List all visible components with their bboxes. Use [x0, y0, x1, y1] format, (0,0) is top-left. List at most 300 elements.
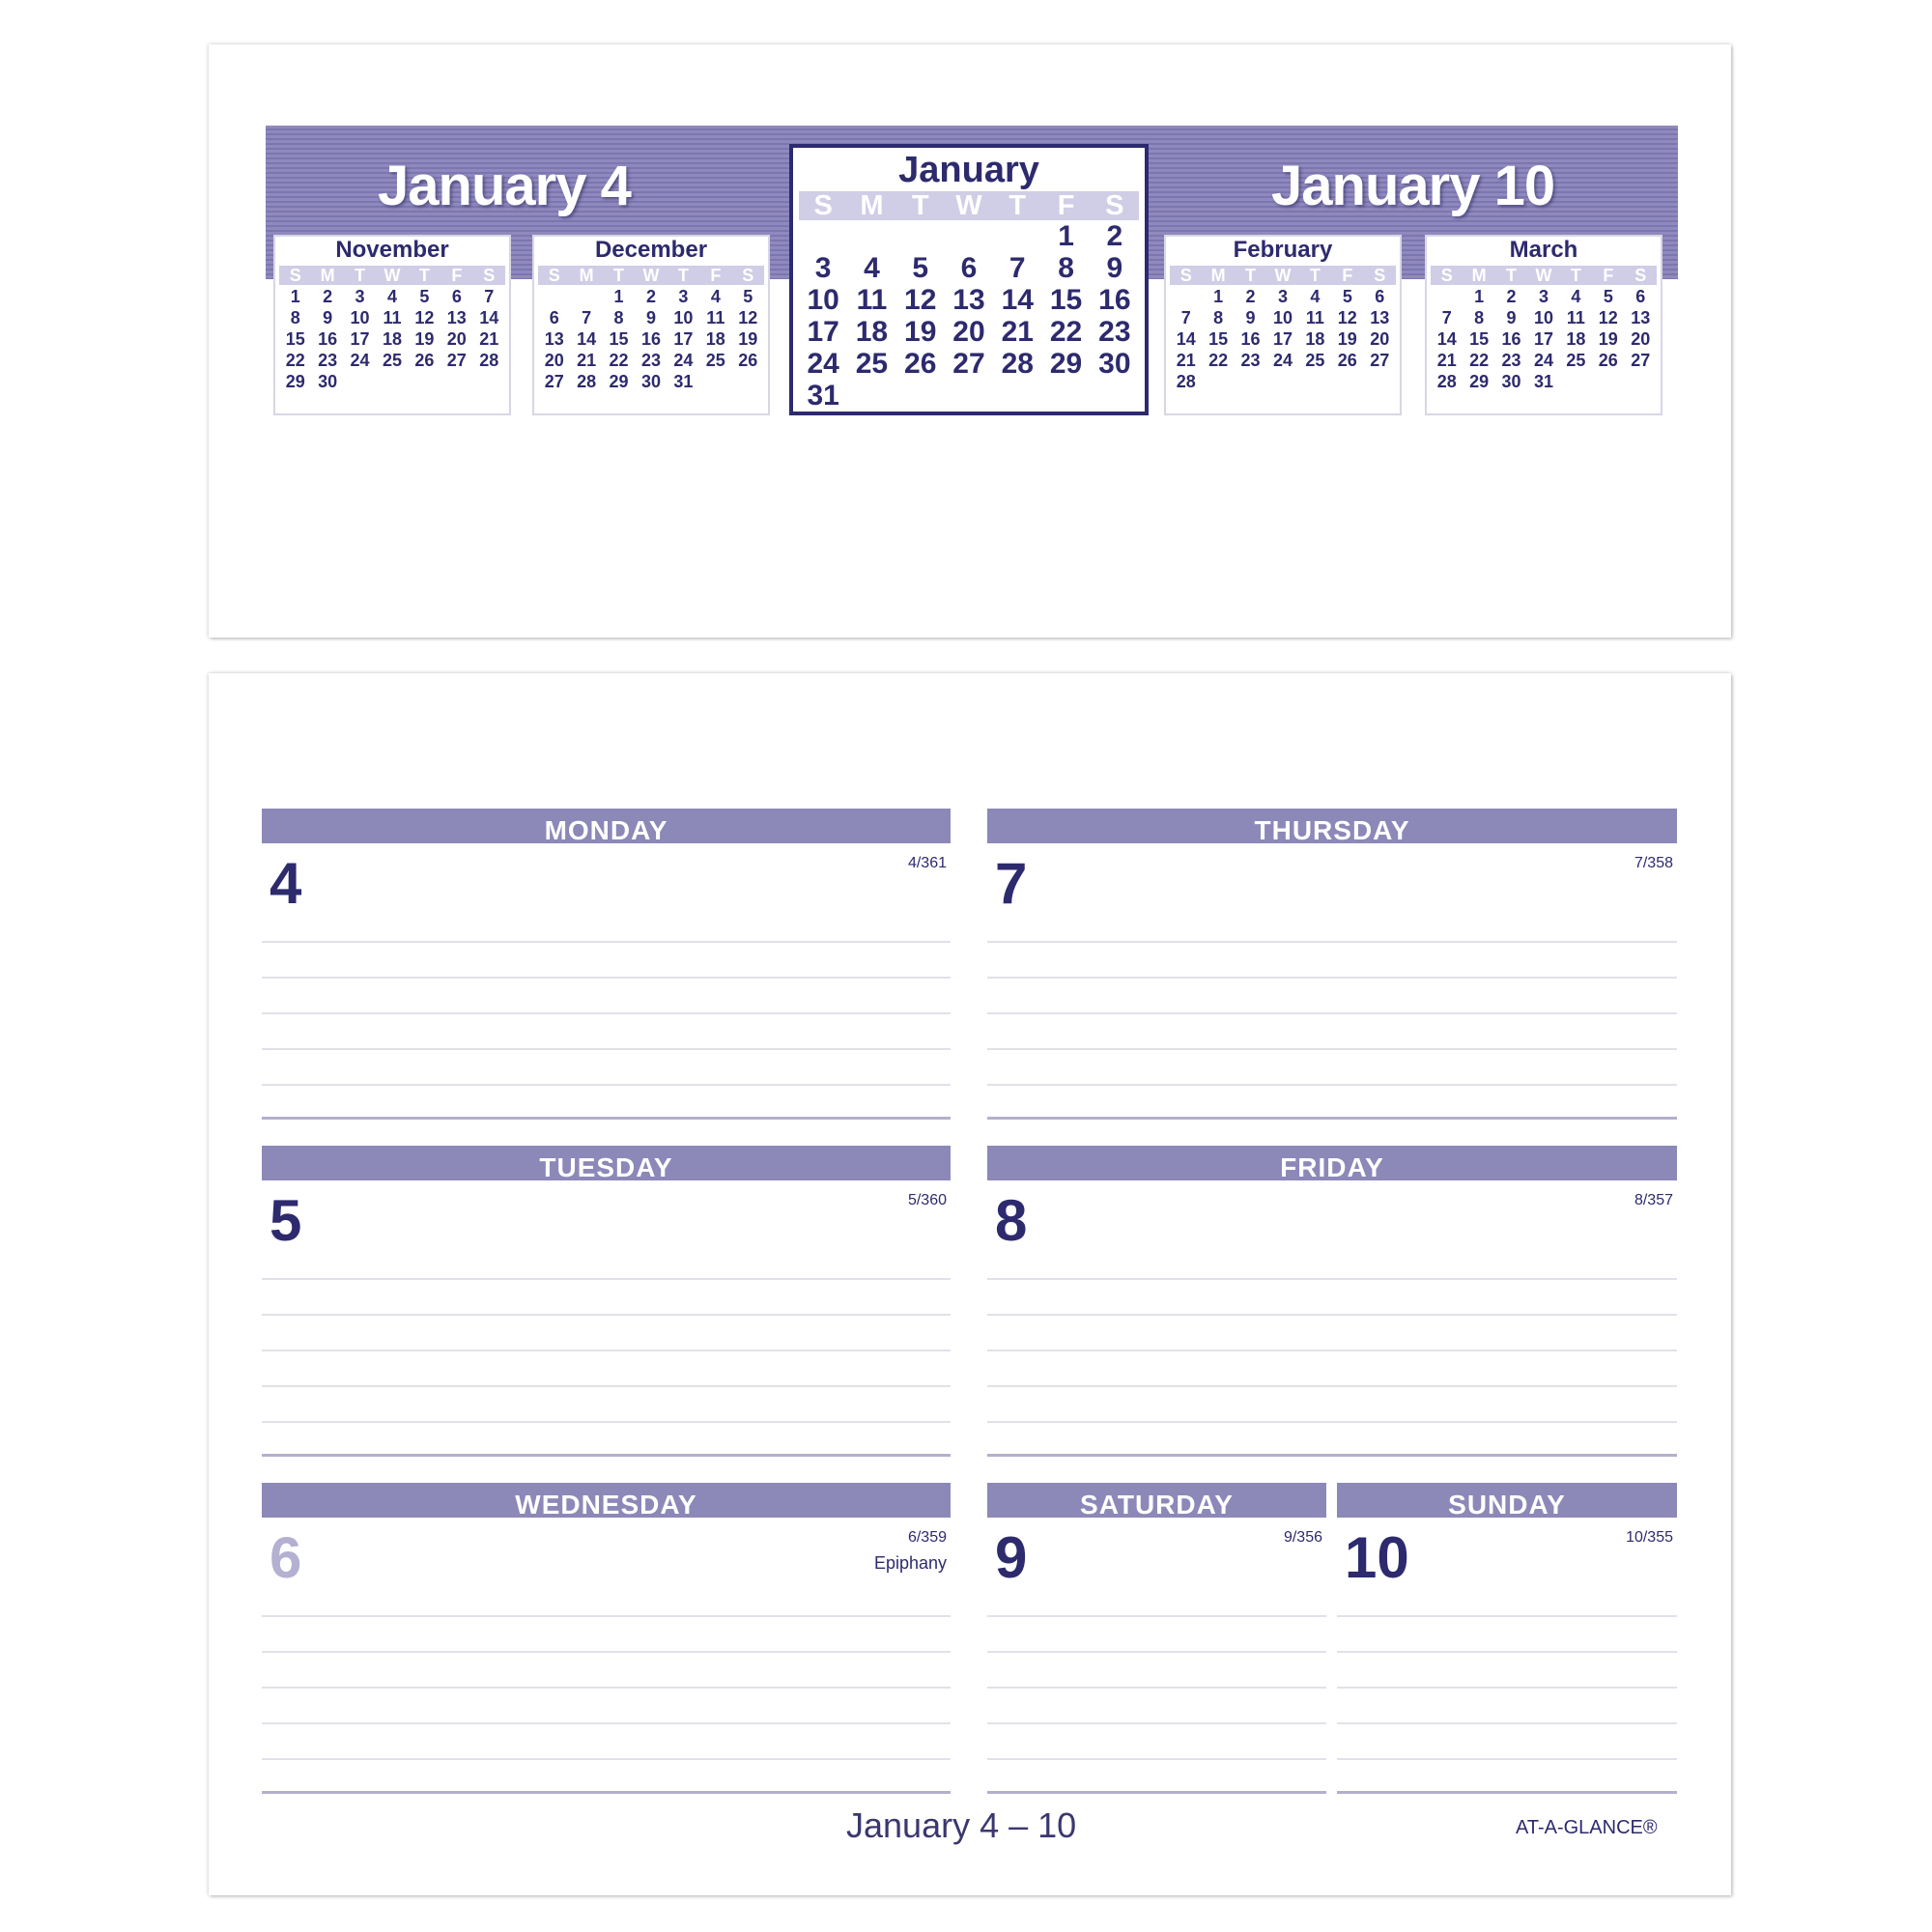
writing-line	[987, 1278, 1677, 1280]
calendar-date	[376, 372, 408, 391]
calendar-date: 6	[1375, 287, 1385, 306]
day-number: 10	[1345, 1525, 1409, 1590]
weekday-initial: S	[289, 266, 301, 285]
calendar-date	[1235, 372, 1266, 391]
day-name-bar: TUESDAY	[262, 1146, 951, 1180]
calendar-date: 7	[1009, 252, 1026, 284]
calendar-date: 4	[386, 287, 397, 306]
writing-line	[262, 1722, 951, 1724]
calendar-date: 22	[609, 351, 629, 370]
calendar-date	[896, 220, 945, 252]
mini-calendar-november	[273, 235, 511, 415]
mini-calendar-february	[1164, 235, 1402, 415]
calendar-date	[847, 380, 895, 412]
calendar-date	[1625, 372, 1657, 391]
calendar-date: 8	[1058, 252, 1074, 284]
weekday-initial: W	[384, 266, 401, 285]
calendar-date: 15	[285, 329, 305, 349]
weekday-initial: W	[955, 190, 982, 221]
day-of-year-count: 4/361	[907, 855, 947, 871]
day-number: 9	[995, 1525, 1028, 1590]
calendar-date: 20	[952, 316, 985, 348]
calendar-date: 2	[1506, 287, 1517, 306]
calendar-week-row	[279, 351, 505, 370]
day-name-bar: SATURDAY	[987, 1483, 1326, 1518]
weekday-initial: M	[579, 266, 594, 285]
calendar-date: 11	[1305, 308, 1324, 327]
calendar-date: 27	[1370, 351, 1390, 370]
writing-line	[1337, 1651, 1677, 1653]
calendar-date: 13	[446, 308, 467, 327]
day-number: 8	[995, 1188, 1028, 1253]
calendar-date	[1331, 372, 1363, 391]
calendar-date: 15	[1049, 284, 1083, 316]
calendar-date: 11	[383, 308, 402, 327]
weekday-initial: T	[1009, 190, 1027, 221]
calendar-date: 20	[446, 329, 467, 349]
calendar-date: 23	[640, 351, 661, 370]
brand-logo: AT-A-GLANCE®	[1516, 1817, 1658, 1838]
writing-line	[1337, 1687, 1677, 1689]
calendar-date: 8	[290, 308, 300, 327]
calendar-week-row	[279, 372, 505, 391]
calendar-week-row	[279, 329, 505, 349]
day-number: 6	[270, 1525, 302, 1590]
calendar-date: 24	[1272, 351, 1293, 370]
calendar-date	[945, 380, 993, 412]
weekday-initial: M	[1471, 266, 1487, 285]
calendar-date	[473, 372, 505, 391]
calendar-date	[1266, 372, 1298, 391]
calendar-week-row	[1431, 329, 1657, 349]
weekday-initial: T	[677, 266, 689, 285]
day-of-year-count: 7/358	[1634, 855, 1673, 871]
writing-line	[262, 1084, 951, 1086]
calendar-week-row	[1431, 308, 1657, 327]
calendar-date: 2	[1245, 287, 1256, 306]
calendar-date: 24	[350, 351, 370, 370]
calendar-week-row	[1431, 351, 1657, 370]
calendar-week-row	[1170, 351, 1396, 370]
calendar-date: 1	[1058, 220, 1074, 252]
calendar-date: 31	[807, 380, 839, 412]
calendar-date: 1	[1213, 287, 1224, 306]
calendar-date: 22	[1049, 316, 1083, 348]
calendar-date: 16	[640, 329, 661, 349]
calendar-week-row	[1170, 329, 1396, 349]
weekday-initial: S	[1440, 266, 1453, 285]
mini-calendar-title: February	[1233, 237, 1333, 263]
weekday-initial: M	[1210, 266, 1226, 285]
calendar-date: 22	[1469, 351, 1490, 370]
day-divider	[262, 1454, 951, 1457]
calendar-date: 25	[705, 351, 725, 370]
writing-line	[262, 1314, 951, 1316]
mini-calendar-december	[532, 235, 770, 415]
calendar-date: 2	[1106, 220, 1123, 252]
calendar-date: 14	[1176, 329, 1196, 349]
calendar-date: 10	[350, 308, 370, 327]
calendar-date: 17	[673, 329, 694, 349]
calendar-date: 9	[1506, 308, 1517, 327]
calendar-date: 1	[613, 287, 624, 306]
calendar-date: 12	[904, 284, 937, 316]
writing-line	[262, 1687, 951, 1689]
start-date-title: January 4	[378, 155, 631, 217]
writing-line	[987, 1350, 1677, 1351]
calendar-date: 5	[912, 252, 929, 284]
calendar-date: 23	[1098, 316, 1131, 348]
day-divider	[262, 1117, 951, 1120]
weekday-initial: S	[742, 266, 754, 285]
calendar-date: 13	[952, 284, 985, 316]
calendar-date	[1091, 380, 1139, 412]
weekday-initial: M	[320, 266, 335, 285]
calendar-date	[409, 372, 440, 391]
calendar-date: 30	[1501, 372, 1521, 391]
weekday-initial: T	[1309, 266, 1321, 285]
calendar-date: 23	[318, 351, 338, 370]
mini-calendar-title: November	[335, 237, 449, 263]
weekday-initial: S	[1105, 190, 1124, 221]
calendar-date: 24	[673, 351, 694, 370]
weekday-initial: F	[1342, 266, 1353, 285]
weekday-initial: F	[1603, 266, 1614, 285]
day-divider	[262, 1791, 951, 1794]
calendar-date: 14	[1001, 284, 1034, 316]
weekday-initial: T	[418, 266, 430, 285]
calendar-date: 15	[1469, 329, 1490, 349]
weekday-initial: W	[1274, 266, 1292, 285]
calendar-week-row	[538, 308, 764, 327]
calendar-date: 28	[577, 372, 597, 391]
calendar-date: 30	[640, 372, 661, 391]
calendar-date: 6	[1635, 287, 1646, 306]
calendar-date: 11	[706, 308, 725, 327]
calendar-date: 26	[904, 348, 937, 380]
calendar-date: 19	[1598, 329, 1618, 349]
writing-line	[262, 1615, 951, 1617]
writing-line	[1337, 1722, 1677, 1724]
calendar-date: 14	[1436, 329, 1457, 349]
calendar-date: 12	[414, 308, 435, 327]
calendar-date: 17	[350, 329, 370, 349]
writing-line	[987, 977, 1677, 979]
writing-line	[262, 1651, 951, 1653]
calendar-date: 17	[807, 316, 839, 348]
calendar-date: 29	[285, 372, 305, 391]
calendar-date: 8	[613, 308, 624, 327]
calendar-date	[896, 380, 945, 412]
calendar-date: 10	[1272, 308, 1293, 327]
calendar-date: 24	[807, 348, 839, 380]
calendar-date	[570, 287, 602, 306]
day-name-bar: SUNDAY	[1337, 1483, 1677, 1518]
calendar-date: 28	[1001, 348, 1034, 380]
day-of-year-count: 5/360	[907, 1192, 947, 1208]
calendar-date: 29	[1469, 372, 1490, 391]
weekday-initial: T	[1506, 266, 1518, 285]
calendar-week-row	[1170, 308, 1396, 327]
calendar-date: 1	[1474, 287, 1485, 306]
mini-calendar-march	[1425, 235, 1662, 415]
day-name-bar: THURSDAY	[987, 809, 1677, 843]
weekday-initial: S	[548, 266, 560, 285]
calendar-date: 12	[1337, 308, 1357, 327]
writing-line	[262, 1350, 951, 1351]
calendar-date: 18	[1305, 329, 1325, 349]
main-month-calendar	[789, 144, 1149, 415]
calendar-date: 27	[544, 372, 564, 391]
calendar-date: 10	[673, 308, 694, 327]
weekday-initial: F	[710, 266, 722, 285]
calendar-date: 7	[582, 308, 592, 327]
calendar-date: 30	[1098, 348, 1131, 380]
calendar-date: 23	[1501, 351, 1521, 370]
weekday-header-row	[538, 266, 764, 285]
day-block-wednesday	[262, 1483, 951, 1794]
day-number: 4	[270, 851, 302, 916]
calendar-date: 19	[414, 329, 435, 349]
calendar-date: 28	[479, 351, 499, 370]
writing-line	[262, 941, 951, 943]
calendar-date: 19	[904, 316, 937, 348]
day-block-saturday	[987, 1483, 1326, 1794]
calendar-date: 20	[1370, 329, 1390, 349]
calendar-date: 5	[1342, 287, 1352, 306]
calendar-date	[1202, 372, 1234, 391]
calendar-date: 27	[446, 351, 467, 370]
calendar-date: 16	[1501, 329, 1521, 349]
writing-line	[987, 1421, 1677, 1423]
calendar-date: 18	[1566, 329, 1586, 349]
calendar-date: 3	[1538, 287, 1548, 306]
calendar-date: 10	[807, 284, 839, 316]
calendar-date: 12	[738, 308, 758, 327]
day-divider	[987, 1117, 1677, 1120]
calendar-date: 12	[1598, 308, 1618, 327]
calendar-week-row	[1431, 372, 1657, 391]
calendar-date	[799, 220, 847, 252]
calendar-date	[1170, 287, 1202, 306]
calendar-date: 8	[1474, 308, 1485, 327]
calendar-date: 17	[1272, 329, 1293, 349]
calendar-date: 3	[678, 287, 689, 306]
weekday-initial: T	[355, 266, 366, 285]
calendar-date: 5	[419, 287, 430, 306]
calendar-date: 25	[1566, 351, 1586, 370]
calendar-date: 17	[1533, 329, 1553, 349]
writing-line	[262, 977, 951, 979]
calendar-week-row	[799, 380, 1139, 412]
day-name-bar: MONDAY	[262, 809, 951, 843]
calendar-date	[1592, 372, 1624, 391]
calendar-date: 9	[645, 308, 656, 327]
calendar-week-row	[279, 308, 505, 327]
day-block-tuesday	[262, 1146, 951, 1457]
writing-line	[1337, 1615, 1677, 1617]
calendar-date	[993, 220, 1041, 252]
calendar-date: 18	[705, 329, 725, 349]
calendar-date: 6	[451, 287, 462, 306]
writing-line	[262, 1421, 951, 1423]
writing-line	[262, 1048, 951, 1050]
weekday-initial: F	[1057, 190, 1075, 221]
writing-line	[987, 1722, 1326, 1724]
mini-calendar-title: December	[594, 237, 708, 263]
calendar-date: 18	[855, 316, 889, 348]
calendar-date: 21	[1176, 351, 1196, 370]
calendar-week-row	[799, 220, 1139, 252]
calendar-date: 27	[952, 348, 985, 380]
weekday-initial: S	[1179, 266, 1192, 285]
day-block-friday	[987, 1146, 1677, 1457]
mini-calendar-title: March	[1509, 237, 1578, 263]
writing-line	[987, 1687, 1326, 1689]
weekday-initial: T	[613, 266, 625, 285]
weekday-initial: S	[1374, 266, 1386, 285]
calendar-date: 3	[355, 287, 365, 306]
writing-line	[987, 1314, 1677, 1316]
weekly-planner-page	[209, 673, 1731, 1895]
calendar-week-row	[799, 284, 1139, 316]
calendar-week-row	[799, 316, 1139, 348]
calendar-date: 4	[710, 287, 721, 306]
calendar-date: 10	[1533, 308, 1553, 327]
calendar-date: 31	[673, 372, 694, 391]
calendar-date	[847, 220, 895, 252]
day-divider	[1337, 1791, 1677, 1794]
calendar-week-row	[799, 348, 1139, 380]
calendar-date: 19	[1337, 329, 1357, 349]
weekday-header-row	[1170, 266, 1396, 285]
calendar-date: 1	[290, 287, 300, 306]
calendar-date: 27	[1631, 351, 1651, 370]
calendar-date: 13	[544, 329, 564, 349]
calendar-date: 19	[738, 329, 758, 349]
writing-line	[987, 1084, 1677, 1086]
day-of-year-count: 9/356	[1283, 1529, 1322, 1546]
calendar-date: 28	[1436, 372, 1457, 391]
calendar-date: 25	[382, 351, 402, 370]
writing-line	[1337, 1758, 1677, 1760]
calendar-date	[538, 287, 570, 306]
calendar-date	[1431, 287, 1463, 306]
calendar-date: 18	[382, 329, 402, 349]
week-range-label: January 4 – 10	[846, 1805, 1077, 1845]
calendar-date: 29	[609, 372, 629, 391]
weekday-initial: M	[860, 190, 884, 221]
calendar-date: 22	[285, 351, 305, 370]
day-block-thursday	[987, 809, 1677, 1120]
calendar-date: 3	[1277, 287, 1288, 306]
writing-line	[262, 1278, 951, 1280]
writing-line	[987, 1012, 1677, 1014]
day-of-year-count: 8/357	[1634, 1192, 1673, 1208]
calendar-date: 20	[544, 351, 564, 370]
calendar-date: 4	[1571, 287, 1581, 306]
day-of-year-count: 10/355	[1626, 1529, 1673, 1546]
calendar-date	[1041, 380, 1090, 412]
calendar-week-row	[538, 372, 764, 391]
calendar-week-row	[1170, 372, 1396, 391]
day-number: 7	[995, 851, 1028, 916]
weekday-header-row	[799, 191, 1139, 220]
calendar-date	[699, 372, 731, 391]
weekday-initial: F	[451, 266, 463, 285]
calendar-date: 25	[855, 348, 889, 380]
weekday-initial: S	[813, 190, 833, 221]
calendar-date: 16	[1240, 329, 1261, 349]
holiday-note: Epiphany	[873, 1553, 947, 1573]
calendar-date: 5	[743, 287, 753, 306]
calendar-date: 15	[609, 329, 629, 349]
writing-line	[987, 1385, 1677, 1387]
calendar-date: 6	[549, 308, 559, 327]
day-name-bar: WEDNESDAY	[262, 1483, 951, 1518]
weekday-initial: S	[1634, 266, 1647, 285]
calendar-date	[993, 380, 1041, 412]
calendar-date	[1299, 372, 1331, 391]
calendar-date: 16	[318, 329, 338, 349]
calendar-week-row	[1170, 287, 1396, 306]
calendar-date	[1364, 372, 1396, 391]
writing-line	[262, 1385, 951, 1387]
day-name-bar: FRIDAY	[987, 1146, 1677, 1180]
calendar-date: 9	[323, 308, 333, 327]
monthly-header-page	[209, 44, 1731, 638]
weekday-initial: T	[1570, 266, 1581, 285]
calendar-date	[1560, 372, 1592, 391]
calendar-date: 2	[645, 287, 656, 306]
calendar-date: 15	[1208, 329, 1229, 349]
calendar-date: 7	[484, 287, 495, 306]
calendar-date: 22	[1208, 351, 1229, 370]
writing-line	[987, 941, 1677, 943]
calendar-date	[945, 220, 993, 252]
calendar-date: 11	[1566, 308, 1585, 327]
calendar-date: 21	[577, 351, 597, 370]
calendar-date: 9	[1245, 308, 1256, 327]
calendar-date: 28	[1176, 372, 1196, 391]
day-block-sunday	[1337, 1483, 1677, 1794]
calendar-week-row	[279, 287, 505, 306]
calendar-date: 30	[318, 372, 338, 391]
calendar-week-row	[799, 252, 1139, 284]
calendar-date: 13	[1370, 308, 1390, 327]
calendar-date	[732, 372, 764, 391]
calendar-date: 11	[856, 284, 888, 316]
calendar-date: 14	[479, 308, 499, 327]
day-block-monday	[262, 809, 951, 1120]
calendar-date: 3	[814, 252, 832, 284]
calendar-date: 14	[577, 329, 597, 349]
calendar-date: 5	[1603, 287, 1613, 306]
writing-line	[987, 1615, 1326, 1617]
calendar-date: 4	[1310, 287, 1321, 306]
calendar-date: 26	[1337, 351, 1357, 370]
writing-line	[262, 1758, 951, 1760]
calendar-week-row	[538, 329, 764, 349]
weekday-initial: T	[1245, 266, 1257, 285]
calendar-date: 4	[864, 252, 880, 284]
calendar-date: 20	[1631, 329, 1651, 349]
day-number: 5	[270, 1188, 302, 1253]
writing-line	[987, 1048, 1677, 1050]
weekday-header-row	[1431, 266, 1657, 285]
calendar-date: 24	[1533, 351, 1553, 370]
calendar-date: 13	[1631, 308, 1651, 327]
